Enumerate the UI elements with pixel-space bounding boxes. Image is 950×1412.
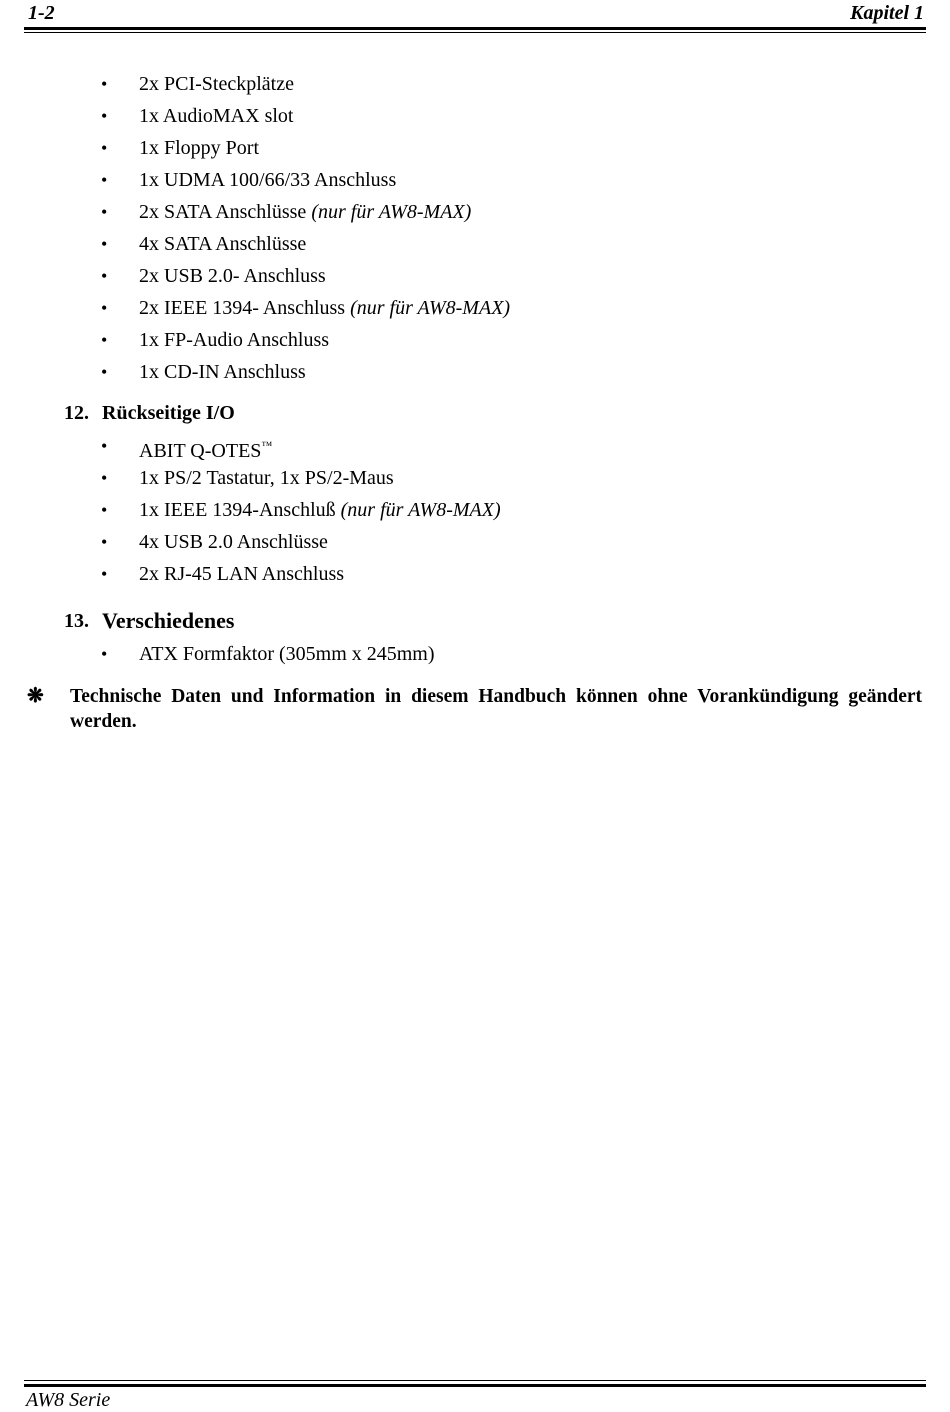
- page-number: 1-2: [28, 2, 55, 24]
- list-item: • 1x UDMA 100/66/33 Anschluss: [0, 164, 950, 196]
- list-item: • 2x USB 2.0- Anschluss: [0, 260, 950, 292]
- bullet-icon: •: [101, 532, 108, 552]
- page-footer: [24, 1380, 926, 1411]
- list-item: • 1x CD-IN Anschluss: [0, 356, 950, 388]
- bullet-icon: •: [101, 500, 108, 520]
- list-item: • 1x Floppy Port: [0, 132, 950, 164]
- model-note: (nur für AW8-MAX): [340, 499, 501, 521]
- section-number: 13.: [64, 610, 89, 632]
- bullet-icon: •: [101, 106, 108, 126]
- section-heading-rear-io: [0, 396, 950, 430]
- list-item: • ATX Formfaktor (305mm x 245mm): [0, 638, 950, 670]
- footer-rule-thick: [24, 1384, 926, 1387]
- spec-change-notice: [0, 684, 950, 734]
- section-title: Verschiedenes: [102, 608, 235, 633]
- section-number: 12.: [64, 402, 89, 424]
- bullet-icon: •: [101, 170, 108, 190]
- bullet-icon: •: [101, 266, 108, 286]
- list-item: • ABIT Q-OTES™: [0, 430, 950, 462]
- bullet-icon: •: [101, 202, 108, 222]
- page-content: [0, 68, 950, 734]
- bullet-icon: •: [101, 362, 108, 382]
- bullet-icon: •: [101, 468, 108, 488]
- section-heading-misc: [0, 604, 950, 638]
- list-item: • 1x PS/2 Tastatur, 1x PS/2-Maus: [0, 462, 950, 494]
- list-item: • 2x SATA Anschlüsse (nur für AW8-MAX): [0, 196, 950, 228]
- list-item: • 4x SATA Anschlüsse: [0, 228, 950, 260]
- notice-text: Technische Daten und Information in diesem Handbuch können ohne Vorankündigung geändert werden.: [70, 686, 922, 732]
- list-item: • 4x USB 2.0 Anschlüsse: [0, 526, 950, 558]
- model-note: (nur für AW8-MAX): [350, 297, 511, 319]
- bullet-icon: •: [101, 564, 108, 584]
- header-rule-thick: [24, 27, 926, 30]
- bullet-icon: •: [101, 330, 108, 350]
- series-name: AW8 Serie: [26, 1389, 111, 1411]
- section-title: Rückseitige I/O: [102, 402, 235, 424]
- list-item: • 2x RJ-45 LAN Anschluss: [0, 558, 950, 590]
- list-item: • 2x IEEE 1394- Anschluss (nur für AW8-MAX): [0, 292, 950, 324]
- rear-io-list: [0, 430, 950, 590]
- bullet-icon: •: [101, 138, 108, 158]
- list-item: • 1x IEEE 1394-Anschluß (nur für AW8-MAX): [0, 494, 950, 526]
- misc-list: [0, 638, 950, 670]
- bullet-icon: •: [101, 436, 108, 456]
- list-item: • 2x PCI-Steckplätze: [0, 68, 950, 100]
- bullet-icon: •: [101, 298, 108, 318]
- footer-rule-thin: [24, 1380, 926, 1381]
- list-item: • 1x FP-Audio Anschluss: [0, 324, 950, 356]
- page-header: [24, 0, 926, 36]
- list-item: • 1x AudioMAX slot: [0, 100, 950, 132]
- bullet-icon: •: [101, 644, 108, 664]
- bullet-icon: •: [101, 74, 108, 94]
- header-rule-thin: [24, 32, 926, 33]
- trademark-symbol: ™: [261, 440, 273, 452]
- asterisk-star-icon: ❋: [27, 685, 44, 707]
- bullet-icon: •: [101, 234, 108, 254]
- connector-list: [0, 68, 950, 388]
- model-note: (nur für AW8-MAX): [311, 201, 472, 223]
- chapter-title: Kapitel 1: [850, 2, 924, 24]
